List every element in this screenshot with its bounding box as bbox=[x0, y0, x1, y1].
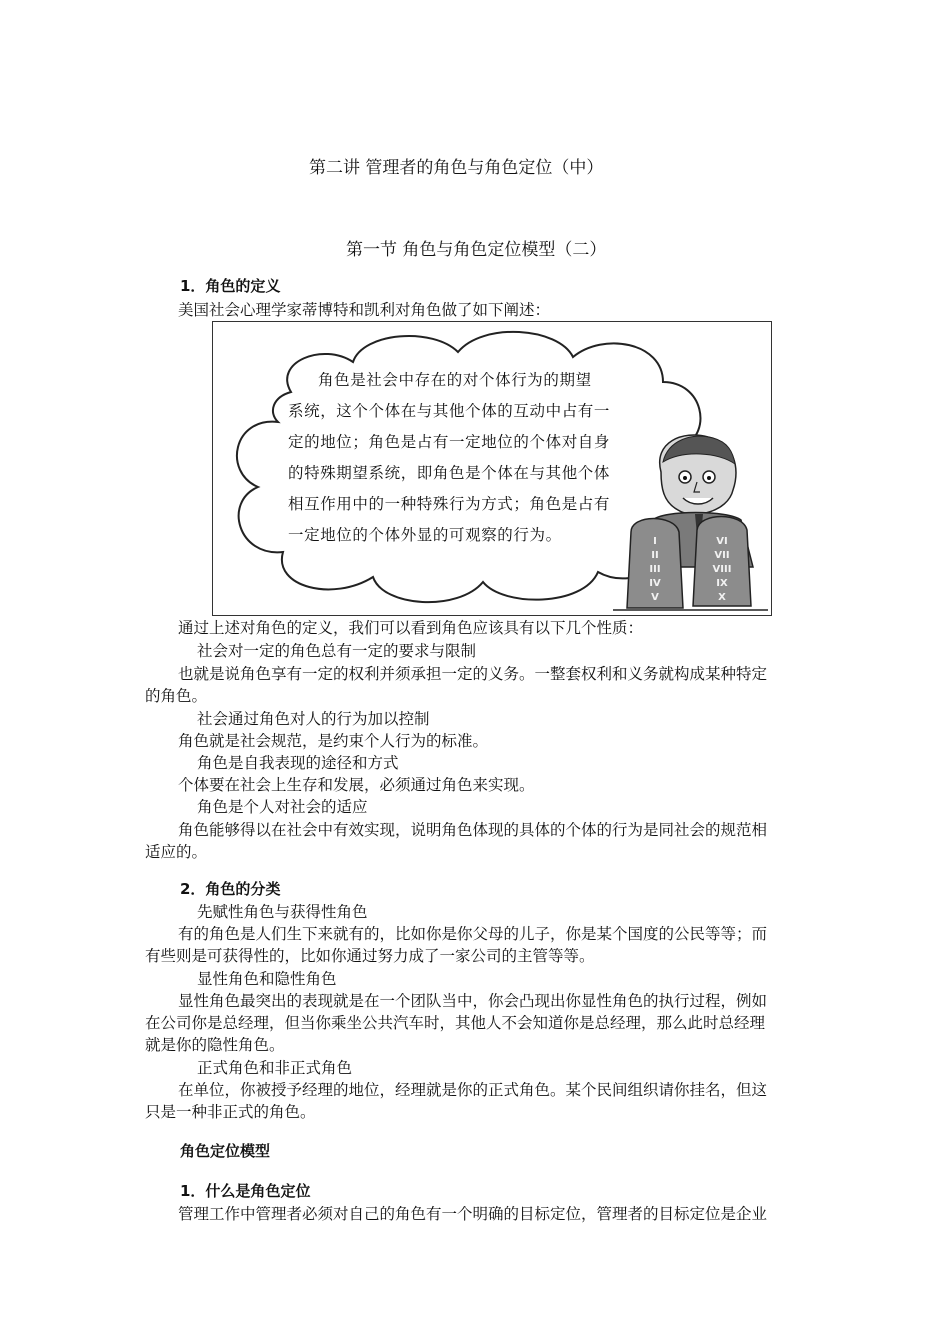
classification-title: 先赋性角色与获得性角色 bbox=[197, 903, 368, 921]
paragraph-line: 显性角色最突出的表现就是在一个团队当中，你会凸现出你显性角色的执行过程，例如 bbox=[178, 992, 768, 1010]
tablet-numeral: VI bbox=[716, 536, 728, 547]
classification-title: 正式角色和非正式角色 bbox=[197, 1059, 353, 1077]
paragraph-line: 就是你的隐性角色。 bbox=[145, 1036, 285, 1054]
paragraph-line: 个体要在社会上生存和发展，必须通过角色来实现。 bbox=[178, 776, 535, 794]
model-heading: 角色定位模型 bbox=[180, 1142, 271, 1160]
cloud-text-line: 相互作用中的一种特殊行为方式；角色是占有 bbox=[288, 495, 611, 513]
paragraph-line: 有些则是可获得性的，比如你通过努力成了一家公司的主管等等。 bbox=[145, 947, 595, 965]
lecture-heading: 第二讲 管理者的角色与角色定位（中） bbox=[309, 158, 604, 178]
tablet-numeral: IX bbox=[716, 578, 728, 589]
cloud-text-line: 角色是社会中存在的对个体行为的期望 bbox=[318, 371, 592, 389]
section-title: 第一节 角色与角色定位模型（二） bbox=[346, 240, 607, 260]
tablet-numeral: IV bbox=[649, 578, 661, 589]
paragraph-line: 管理工作中管理者必须对自己的角色有一个明确的目标定位，管理者的目标定位是企业 bbox=[178, 1205, 768, 1223]
cloud-text-line: 系统，这个个体在与其他个体的互动中占有一 bbox=[288, 402, 611, 420]
tablet-numeral: III bbox=[649, 564, 661, 575]
cartoon-figure bbox=[212, 321, 772, 616]
property-title: 角色是个人对社会的适应 bbox=[197, 798, 368, 816]
paragraph-line: 有的角色是人们生下来就有的，比如你是你父母的儿子，你是某个国度的公民等等；而 bbox=[178, 925, 768, 943]
definition-intro: 美国社会心理学家蒂博特和凯利对角色做了如下阐述： bbox=[178, 301, 551, 319]
tablet-numeral: VII bbox=[714, 550, 730, 561]
paragraph-line: 角色能够得以在社会中有效实现，说明角色体现的具体的个体的行为是同社会的规范相 bbox=[178, 821, 768, 839]
classification-title: 显性角色和隐性角色 bbox=[197, 970, 337, 988]
paragraph-line: 在公司你是总经理，但当你乘坐公共汽车时，其他人不会知道你是总经理，那么此时总经理 bbox=[145, 1014, 766, 1032]
paragraph-line: 在单位，你被授予经理的地位，经理就是你的正式角色。某个民间组织请你挂名，但这 bbox=[178, 1081, 768, 1099]
cloud-text-line: 的特殊期望系统，即角色是个体在与其他个体 bbox=[288, 464, 611, 482]
tablet-numeral: X bbox=[718, 592, 726, 603]
tablet-numeral: VIII bbox=[712, 564, 732, 575]
paragraph-line: 的角色。 bbox=[145, 687, 208, 705]
tablet-numeral: II bbox=[651, 550, 659, 561]
paragraph-line: 只是一种非正式的角色。 bbox=[145, 1103, 316, 1121]
properties-intro: 通过上述对角色的定义，我们可以看到角色应该具有以下几个性质： bbox=[178, 619, 644, 637]
definition-heading: 1．角色的定义 bbox=[180, 277, 281, 295]
cloud-text-line: 定的地位；角色是占有一定地位的个体对自身 bbox=[288, 433, 611, 451]
classification-heading: 2．角色的分类 bbox=[180, 880, 281, 898]
cloud-text-line: 一定地位的个体外显的可观察的行为。 bbox=[288, 526, 562, 544]
property-title: 社会通过角色对人的行为加以控制 bbox=[197, 710, 430, 728]
paragraph-line: 适应的。 bbox=[145, 843, 208, 861]
paragraph-line: 也就是说角色享有一定的权利并须承担一定的义务。一整套权利和义务就构成某种特定 bbox=[178, 665, 768, 683]
paragraph-line: 角色就是社会规范，是约束个人行为的标准。 bbox=[178, 732, 489, 750]
property-title: 角色是自我表现的途径和方式 bbox=[197, 754, 399, 772]
positioning-heading: 1．什么是角色定位 bbox=[180, 1182, 311, 1200]
property-title: 社会对一定的角色总有一定的要求与限制 bbox=[197, 642, 477, 660]
tablet-numeral: I bbox=[653, 536, 657, 547]
tablet-numeral: V bbox=[651, 592, 659, 603]
